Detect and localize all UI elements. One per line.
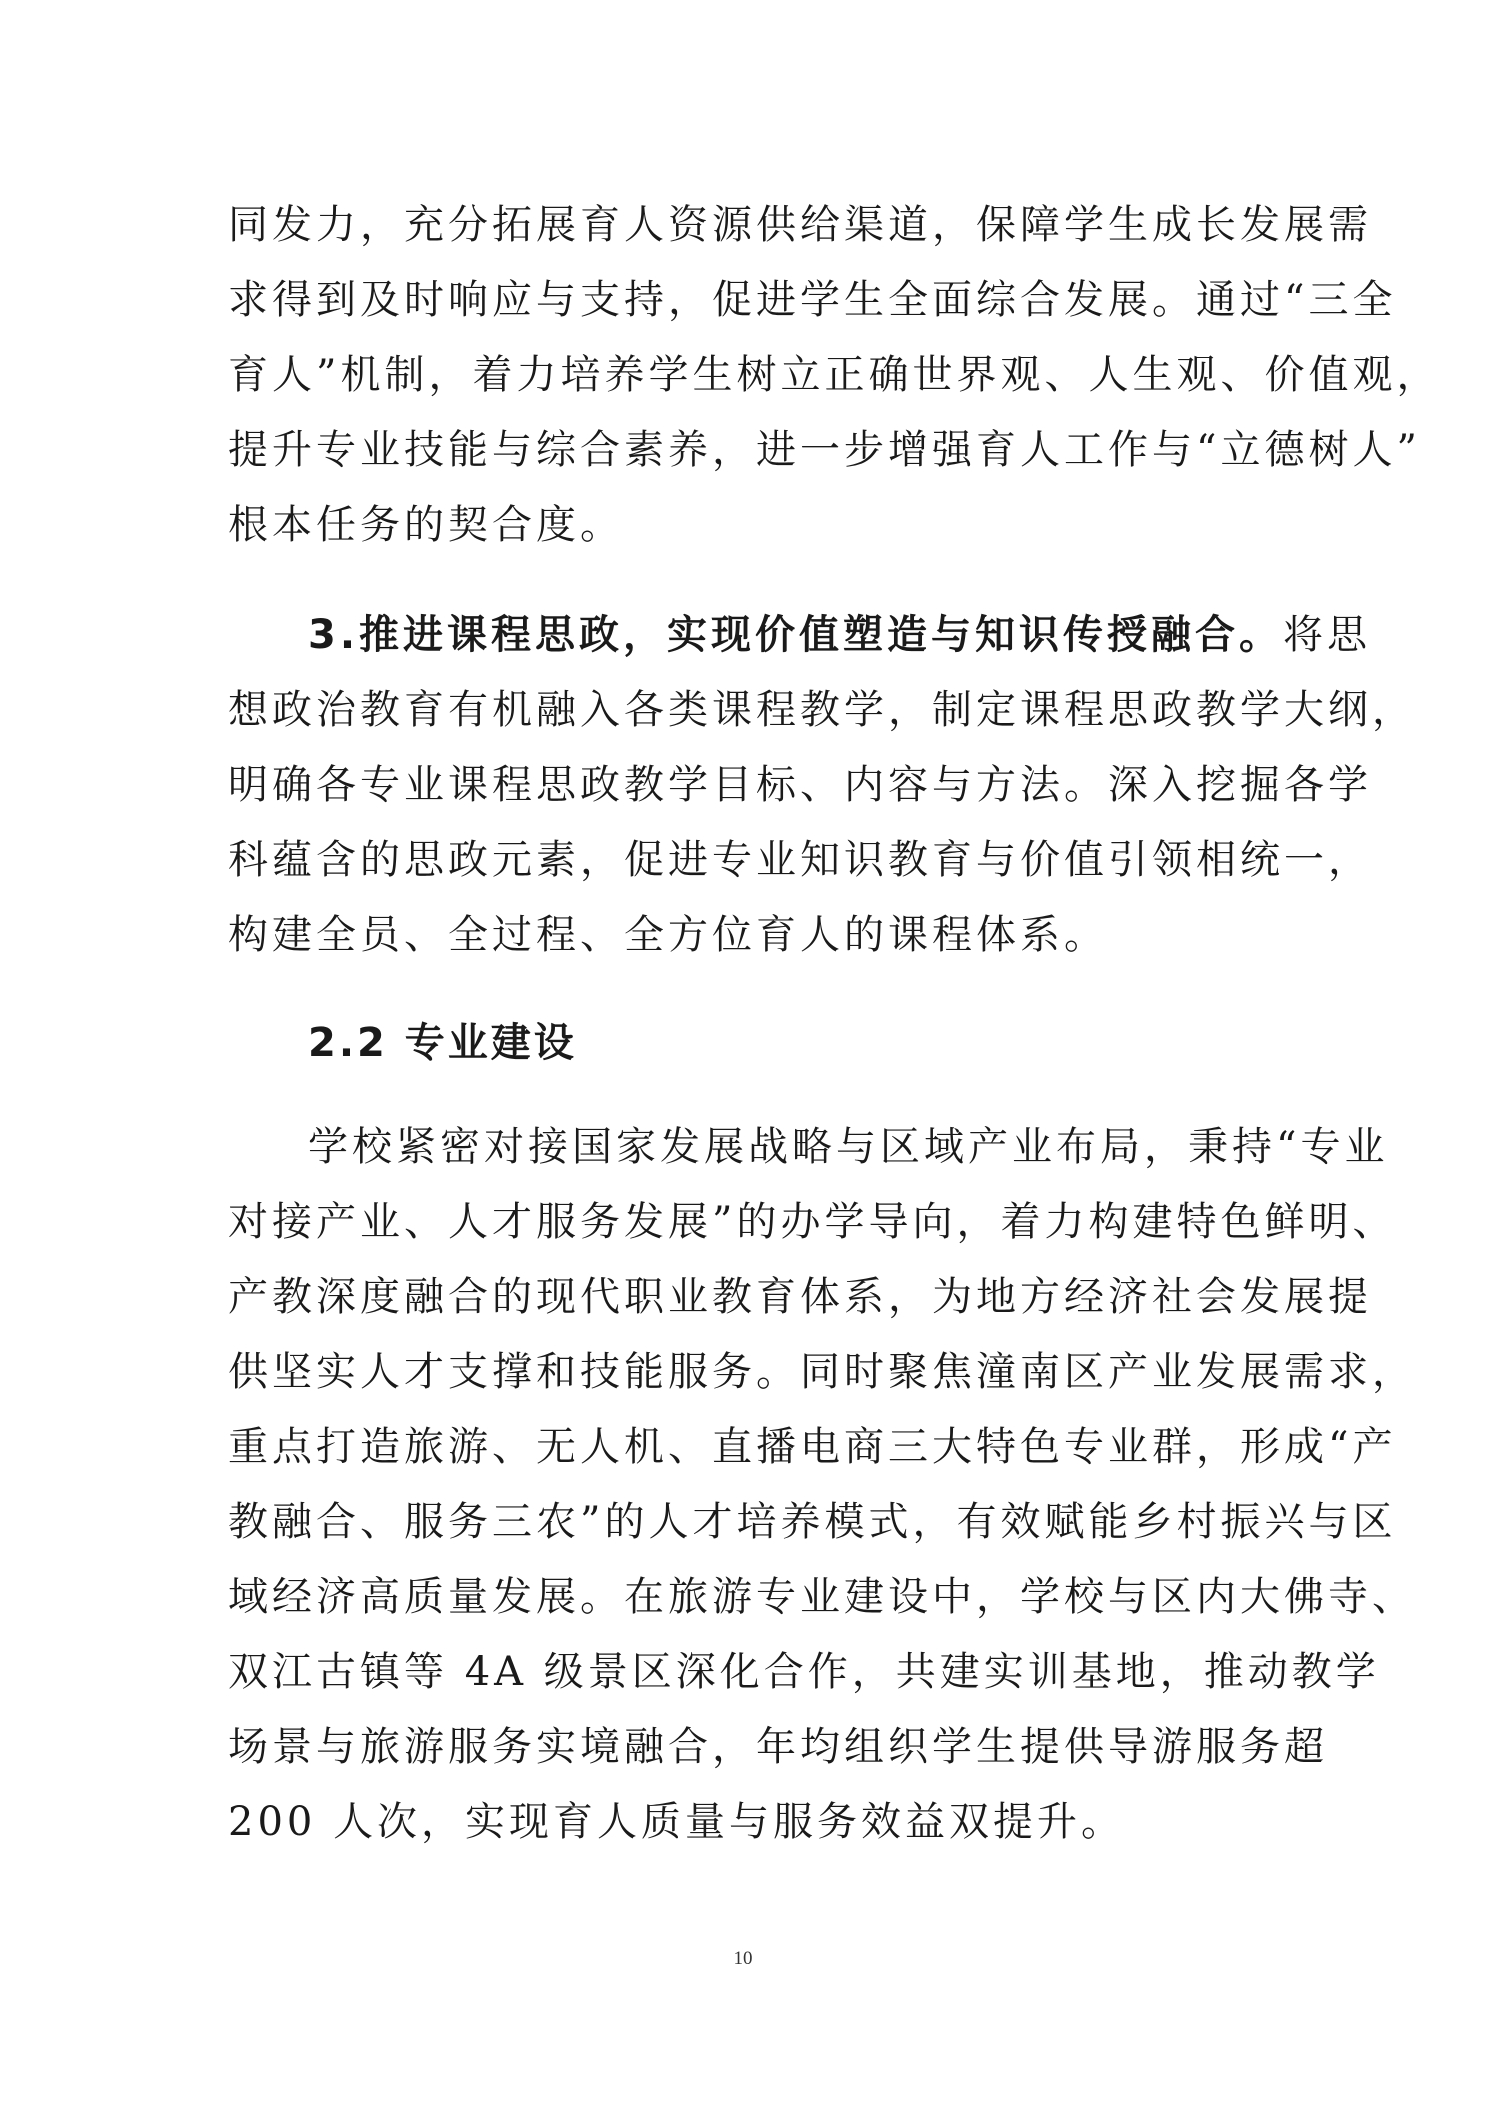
paragraph-line: 构建全员、全过程、全方位育人的课程体系。 bbox=[228, 912, 1108, 958]
paragraph-bold-lead: 3.推进课程思政，实现价值塑造与知识传授融合。 bbox=[308, 612, 1284, 658]
paragraph-lead-rest: 将思 bbox=[1283, 612, 1372, 658]
paragraph-line: 根本任务的契合度。 bbox=[228, 502, 624, 548]
paragraph-line: 求得到及时响应与支持，促进学生全面综合发展。通过“三全 bbox=[228, 277, 1397, 323]
section-heading: 2.2 专业建设 bbox=[308, 1020, 577, 1066]
paragraph-line: 科蕴含的思政元素，促进专业知识教育与价值引领相统一， bbox=[228, 837, 1372, 883]
paragraph-continuation bbox=[228, 188, 1441, 563]
paragraph-major-construction bbox=[228, 1110, 1416, 1860]
paragraph-line: 场景与旅游服务实境融合，年均组织学生提供导游服务超 bbox=[228, 1724, 1328, 1770]
paragraph-line: 育人”机制，着力培养学生树立正确世界观、人生观、价值观， bbox=[228, 352, 1441, 398]
paragraph-line: 提升专业技能与综合素养，进一步增强育人工作与“立德树人” bbox=[228, 427, 1421, 473]
paragraph-line: 双江古镇等 4A 级景区深化合作，共建实训基地，推动教学 bbox=[228, 1649, 1380, 1695]
paragraph-line: 200 人次，实现育人质量与服务效益双提升。 bbox=[228, 1799, 1126, 1845]
paragraph-line: 重点打造旅游、无人机、直播电商三大特色专业群，形成“产 bbox=[228, 1424, 1397, 1470]
paragraph-line: 同发力，充分拓展育人资源供给渠道，保障学生成长发展需 bbox=[228, 202, 1372, 248]
paragraph-course-ideology bbox=[228, 598, 1416, 973]
paragraph-line: 学校紧密对接国家发展战略与区域产业布局，秉持“专业 bbox=[308, 1124, 1389, 1170]
paragraph-line: 想政治教育有机融入各类课程教学，制定课程思政教学大纲， bbox=[228, 687, 1416, 733]
paragraph-line: 明确各专业课程思政教学目标、内容与方法。深入挖掘各学 bbox=[228, 762, 1372, 808]
paragraph-line: 域经济高质量发展。在旅游专业建设中，学校与区内大佛寺、 bbox=[228, 1574, 1416, 1620]
paragraph-line: 对接产业、人才服务发展”的办学导向，着力构建特色鲜明、 bbox=[228, 1199, 1397, 1245]
paragraph-line: 产教深度融合的现代职业教育体系，为地方经济社会发展提 bbox=[228, 1274, 1372, 1320]
page-number: 10 bbox=[733, 1948, 753, 1969]
paragraph-first-line bbox=[228, 598, 1372, 673]
paragraph-line: 供坚实人才支撑和技能服务。同时聚焦潼南区产业发展需求， bbox=[228, 1349, 1416, 1395]
paragraph-line: 教融合、服务三农”的人才培养模式，有效赋能乡村振兴与区 bbox=[228, 1499, 1397, 1545]
